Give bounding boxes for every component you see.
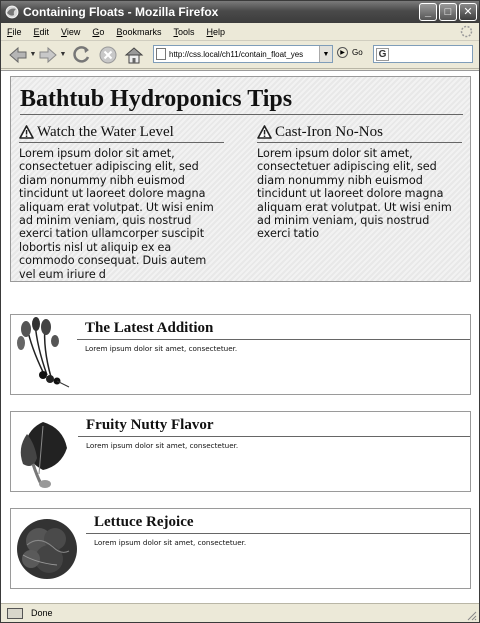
close-button[interactable]: ✕ xyxy=(459,3,477,21)
card-text: Lorem ipsum dolor sit amet, consectetuer. xyxy=(94,538,247,547)
card-text: Lorem ipsum dolor sit amet, consectetuer. xyxy=(86,441,239,450)
feature-card xyxy=(10,508,471,589)
card-text: Lorem ipsum dolor sit amet, consectetuer. xyxy=(85,344,238,353)
page-title: Bathtub Hydroponics Tips xyxy=(20,85,463,115)
maximize-button[interactable]: □ xyxy=(439,3,457,21)
back-dropdown-icon[interactable]: ▼ xyxy=(29,51,37,58)
reload-icon xyxy=(72,45,92,65)
menu-go[interactable]: Go xyxy=(92,26,105,37)
address-bar[interactable] xyxy=(153,45,333,63)
lettuce-head-image xyxy=(13,511,75,587)
menu-bar xyxy=(1,23,479,41)
tips-box xyxy=(10,76,471,282)
reload-button[interactable] xyxy=(71,44,93,66)
tip-heading xyxy=(19,123,224,143)
tip-heading xyxy=(257,123,462,143)
menu-tools[interactable]: Tools xyxy=(173,26,195,37)
feature-card xyxy=(10,411,471,492)
forward-button[interactable] xyxy=(37,44,59,66)
feature-card xyxy=(10,314,471,395)
forward-dropdown-icon[interactable]: ▼ xyxy=(59,51,67,58)
page-icon xyxy=(156,48,166,60)
tip-heading-text: Watch the Water Level xyxy=(37,124,174,140)
status-bar xyxy=(1,603,479,622)
title-bar[interactable] xyxy=(1,1,479,23)
window-title: Containing Floats - Mozilla Firefox xyxy=(23,5,219,19)
page-content xyxy=(1,70,479,603)
minimize-button[interactable]: _ xyxy=(419,3,437,21)
stop-button[interactable] xyxy=(97,44,119,66)
back-button[interactable] xyxy=(7,44,29,66)
back-arrow-icon xyxy=(8,46,28,64)
go-button[interactable] xyxy=(337,47,363,58)
warning-icon xyxy=(257,125,272,139)
home-button[interactable] xyxy=(123,44,145,66)
search-box[interactable] xyxy=(373,45,473,63)
resize-grip-icon[interactable] xyxy=(465,609,477,621)
radish-plant-image xyxy=(13,317,75,393)
tip-column xyxy=(257,123,462,270)
tip-body: Lorem ipsum dolor sit amet, consectetuer adipiscing elit, sed diam nonummy nibh euismod tincidunt ut laoreet dolore magna aliquam erat volutpat. Ut wisi enim ad minim veniam, quis nostrud exerci tatio xyxy=(257,147,452,241)
menu-help[interactable]: Help xyxy=(206,26,225,37)
menu-bookmarks[interactable]: Bookmarks xyxy=(116,26,162,37)
card-title: The Latest Addition xyxy=(77,319,470,340)
forward-arrow-icon xyxy=(38,46,58,64)
connection-icon xyxy=(7,608,23,619)
tip-column xyxy=(19,123,224,281)
google-icon[interactable]: G xyxy=(376,48,389,61)
beet-leaf-image xyxy=(13,414,75,490)
menu-file[interactable]: File xyxy=(7,26,22,37)
card-title: Lettuce Rejoice xyxy=(86,513,470,534)
url-text[interactable]: http://css.local/ch11/contain_float_yes xyxy=(169,49,304,59)
stop-icon xyxy=(98,45,118,65)
url-dropdown-icon[interactable]: ▼ xyxy=(319,46,332,62)
menu-view[interactable]: View xyxy=(61,26,81,37)
firefox-icon xyxy=(5,5,19,19)
throbber-icon xyxy=(460,25,473,38)
card-title: Fruity Nutty Flavor xyxy=(78,416,470,437)
navigation-toolbar xyxy=(1,41,479,69)
go-label: Go xyxy=(352,48,363,57)
menu-edit[interactable]: Edit xyxy=(33,26,50,37)
tip-body: Lorem ipsum dolor sit amet, consectetuer adipiscing elit, sed diam nonummy nibh euismod tincidunt ut laoreet dolore magna aliquam erat volutpat. Ut wisi enim ad minim veniam, quis nostrud exerci tation ullamcorper suscipit lobortis nisl ut aliquip ex ea commodo consequat. Duis autem vel eum iriure d xyxy=(19,147,214,281)
tip-heading-text: Cast-Iron No-Nos xyxy=(275,124,383,140)
home-icon xyxy=(124,45,144,65)
status-text: Done xyxy=(31,608,53,618)
warning-icon xyxy=(19,125,34,139)
go-arrow-icon: ▶ xyxy=(337,47,348,58)
